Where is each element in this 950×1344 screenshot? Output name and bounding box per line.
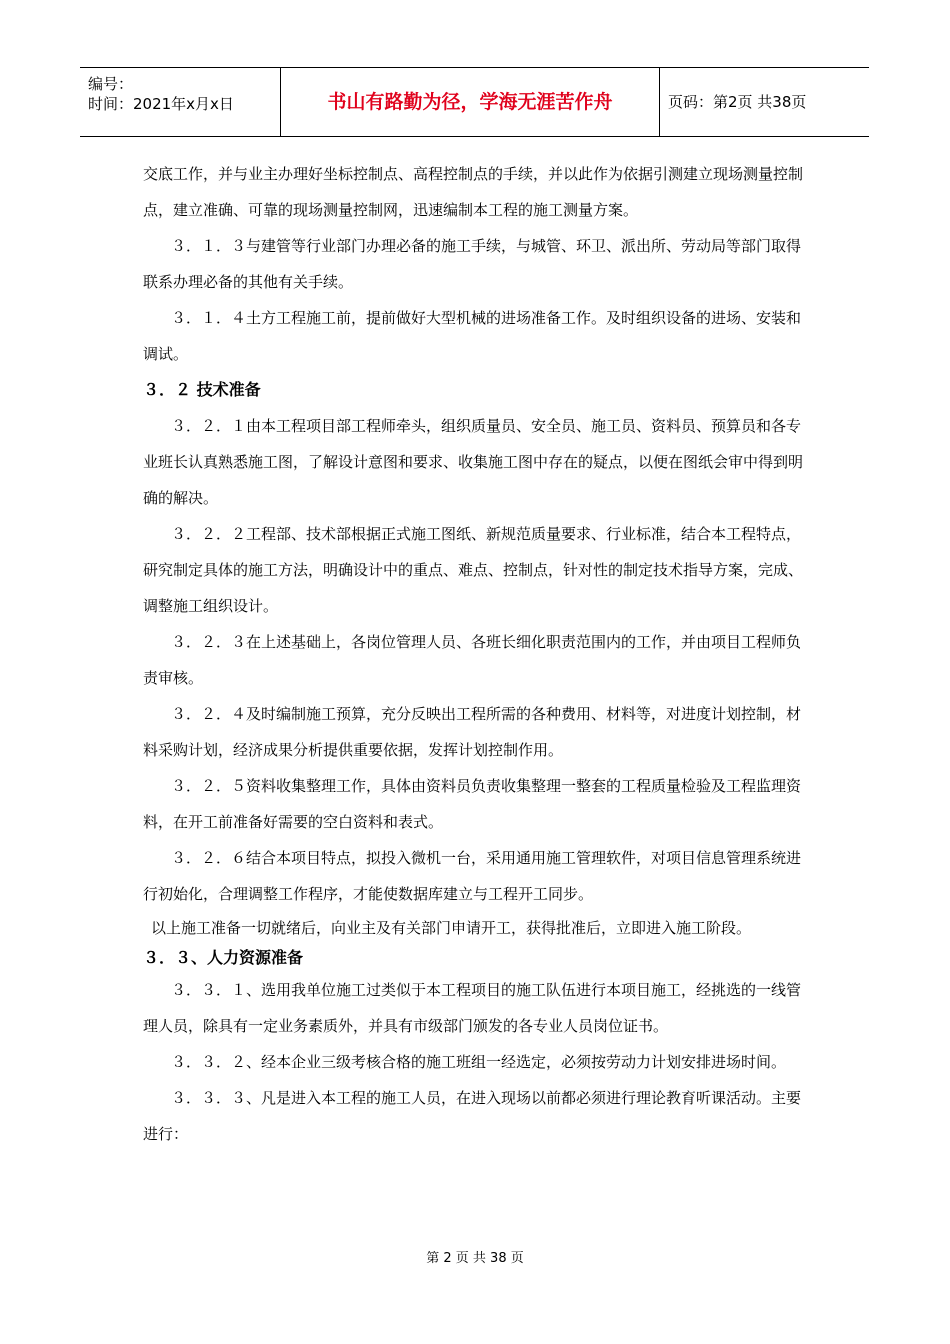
paragraph: ３．２．４及时编制施工预算，充分反映出工程所需的各种费用、材料等，对进度计划控制，材料采购计划，经济成果分析提供重要依据，发挥计划控制作用。	[143, 705, 802, 759]
paragraph: ３．２．１由本工程项目部工程师牵头，组织质量员、安全员、施工员、资料员、预算员和各专业班长认真熟悉施工图，了解设计意图和要求、收集施工图中存在的疑点，以便在图纸会审中得到明确的解决。	[143, 417, 804, 507]
paragraph: ３．３．３、凡是进入本工程的施工人员，在进入现场以前都必须进行理论教育听课活动。主要进行：	[143, 1089, 802, 1143]
paragraph: ３．２．５资料收集整理工作，具体由资料员负责收集整理一整套的工程质量检验及工程监理资料，在开工前准备好需要的空白资料和表式。	[143, 777, 802, 831]
paragraph: ３．１．３与建管等行业部门办理必备的施工手续，与城管、环卫、派出所、劳动局等部门取得联系办理必备的其他有关手续。	[143, 237, 802, 291]
document-number-label: 编号：	[88, 75, 134, 93]
document-date: 时间：2021年x月x日	[88, 95, 234, 113]
section-heading: ３．２ 技术准备	[143, 380, 261, 399]
paragraph: ３．２．２工程部、技术部根据正式施工图纸、新规范质量要求、行业标准，结合本工程特点，研究制定具体的施工方法，明确设计中的重点、难点、控制点，针对性的制定技术指导方案，完成、调整施工组织设计。	[143, 525, 804, 615]
paragraph: 交底工作，并与业主办理好坐标控制点、高程控制点的手续，并以此作为依据引测建立现场测量控制点，建立准确、可靠的现场测量控制网，迅速编制本工程的施工测量方案。	[143, 165, 804, 219]
paragraph: ３．２．６结合本项目特点，拟投入微机一台，采用通用施工管理软件，对项目信息管理系统进行初始化，合理调整工作程序，才能使数据库建立与工程开工同步。	[143, 849, 802, 903]
section-heading: ３．３、人力资源准备	[143, 948, 304, 967]
page-header	[80, 67, 869, 137]
page-footer: 第 2 页 共 38 页	[426, 1251, 524, 1266]
paragraph: ３．１．４土方工程施工前，提前做好大型机械的进场准备工作。及时组织设备的进场、安装和调试。	[143, 309, 802, 363]
header-page-info: 页码：第2页 共38页	[668, 93, 807, 111]
document-body	[143, 156, 809, 1152]
paragraph: ３．３．２、经本企业三级考核合格的施工班组一经选定，必须按劳动力计划安排进场时间。	[171, 1053, 787, 1071]
paragraph: ３．３．１、选用我单位施工过类似于本工程项目的施工队伍进行本项目施工，经挑选的一线管理人员，除具有一定业务素质外，并具有市级部门颁发的各专业人员岗位证书。	[143, 981, 802, 1035]
paragraph: ３．２．３在上述基础上，各岗位管理人员、各班长细化职责范围内的工作，并由项目工程师负责审核。	[143, 633, 802, 687]
header-meta	[80, 68, 281, 136]
header-motto: 书山有路勤为径，学海无涯苦作舟	[281, 68, 660, 136]
paragraph: 以上施工准备一切就绪后，向业主及有关部门申请开工，获得批准后，立即进入施工阶段。	[151, 919, 752, 937]
